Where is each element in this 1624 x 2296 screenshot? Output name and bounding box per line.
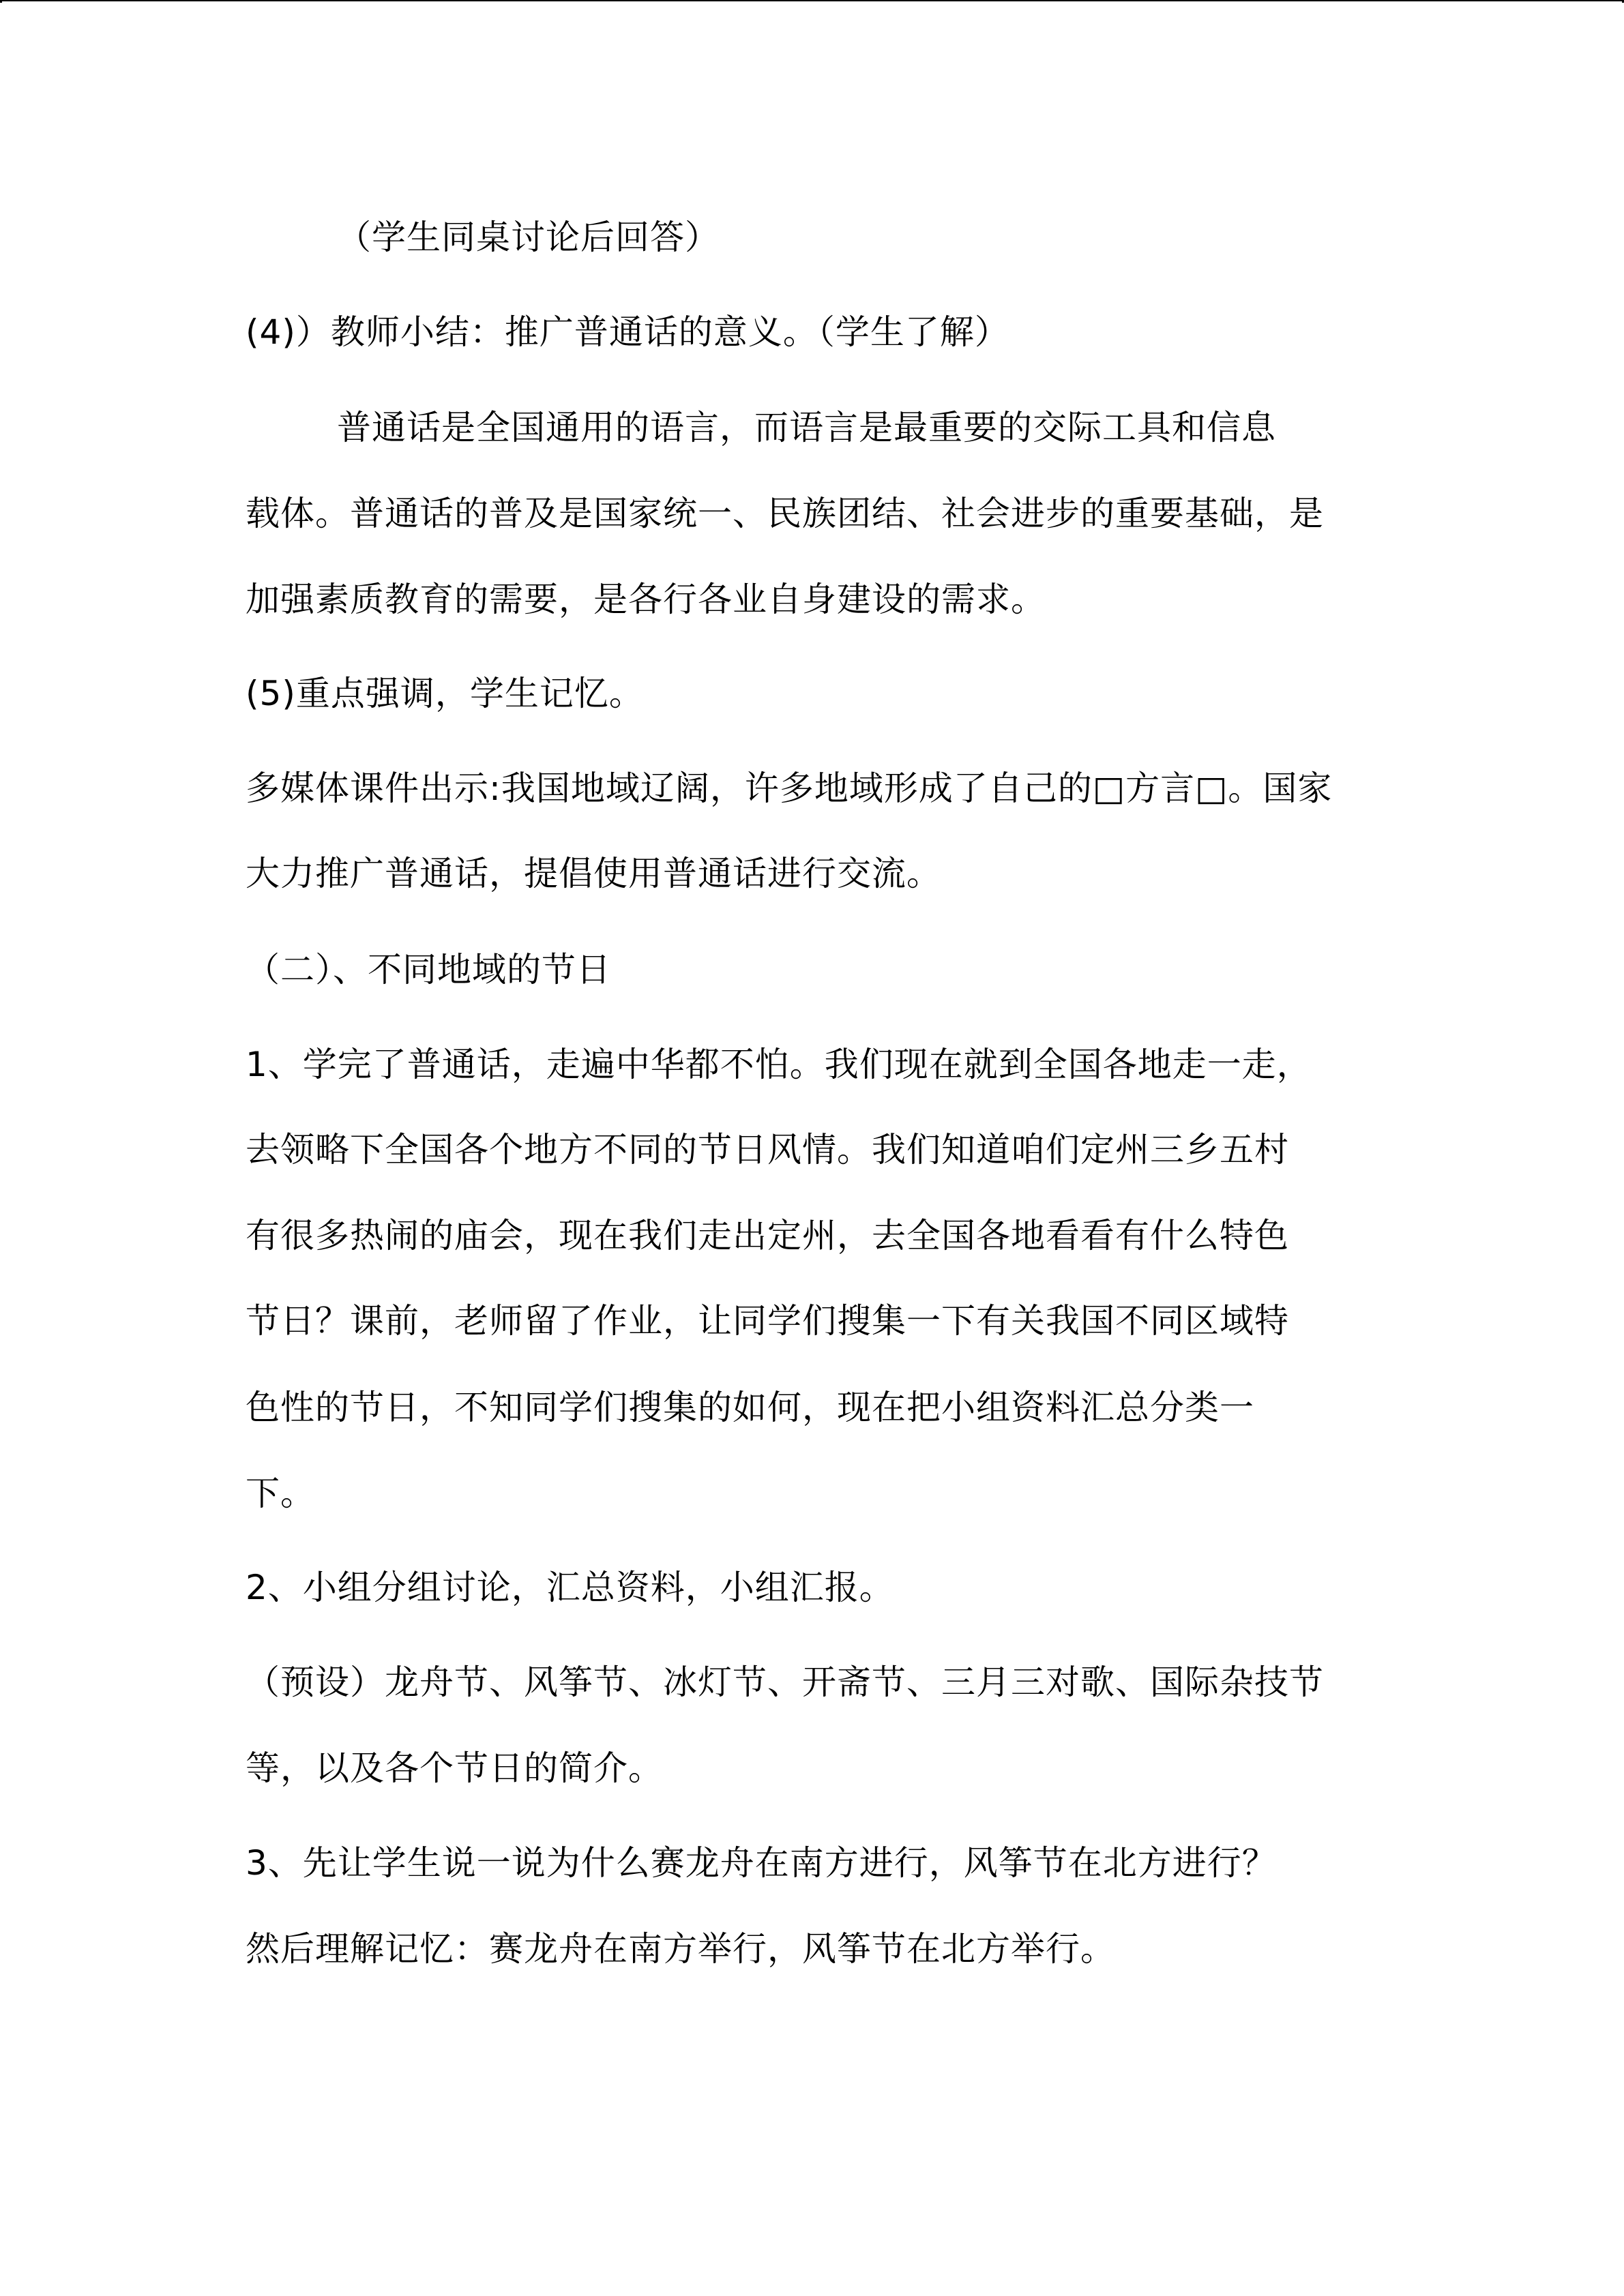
text-line-2: (4)）教师小结：推广普通话的意义。（学生了解） [246, 312, 1009, 352]
text-line-5: 加强素质教育的需要，是各行各业自身建设的需求。 [246, 580, 1046, 619]
text-line-20: 然后理解记忆：赛龙舟在南方举行，风筝节在北方举行。 [246, 1929, 1115, 1969]
text-line-17: （预设）龙舟节、风筝节、冰灯节、开斋节、三月三对歌、国际杂技节 [246, 1663, 1324, 1702]
text-line-6: (5)重点强调，学生记忆。 [246, 674, 644, 713]
text-line-15: 下。 [246, 1474, 315, 1513]
text-line-16: 2、小组分组讨论，汇总资料，小组汇报。 [246, 1568, 894, 1607]
text-line-4: 载体。普通话的普及是国家统一、民族团结、社会进步的重要基础，是 [246, 494, 1324, 533]
top-border-rule [0, 0, 1624, 1]
text-line-13: 节日？课前，老师留了作业，让同学们搜集一下有关我国不同区域特 [246, 1301, 1289, 1341]
text-line-1: （学生同桌讨论后回答） [337, 218, 720, 257]
text-line-3: 普通话是全国通用的语言，而语言是最重要的交际工具和信息 [337, 408, 1276, 447]
text-line-8: 大力推广普通话，提倡使用普通话进行交流。 [246, 854, 941, 893]
section-heading-festivals: （二）、不同地域的节日 [246, 950, 611, 989]
text-line-19: 3、先让学生说一说为什么赛龙舟在南方进行，风筝节在北方进行？ [246, 1843, 1277, 1883]
text-line-12: 有很多热闹的庙会，现在我们走出定州，去全国各地看看有什么特色 [246, 1216, 1289, 1255]
text-line-18: 等，以及各个节日的简介。 [246, 1748, 663, 1788]
corner-mark-left [0, 0, 2, 3]
text-line-14: 色性的节日，不知同学们搜集的如何，现在把小组资料汇总分类一 [246, 1388, 1254, 1427]
text-line-10: 1、学完了普通话，走遍中华都不怕。我们现在就到全国各地走一走， [246, 1045, 1312, 1084]
text-line-11: 去领略下全国各个地方不同的节日风情。我们知道咱们定州三乡五村 [246, 1130, 1289, 1169]
text-line-7: 多媒体课件出示:我国地域辽阔，许多地域形成了自己的□方言□。国家 [246, 769, 1333, 808]
